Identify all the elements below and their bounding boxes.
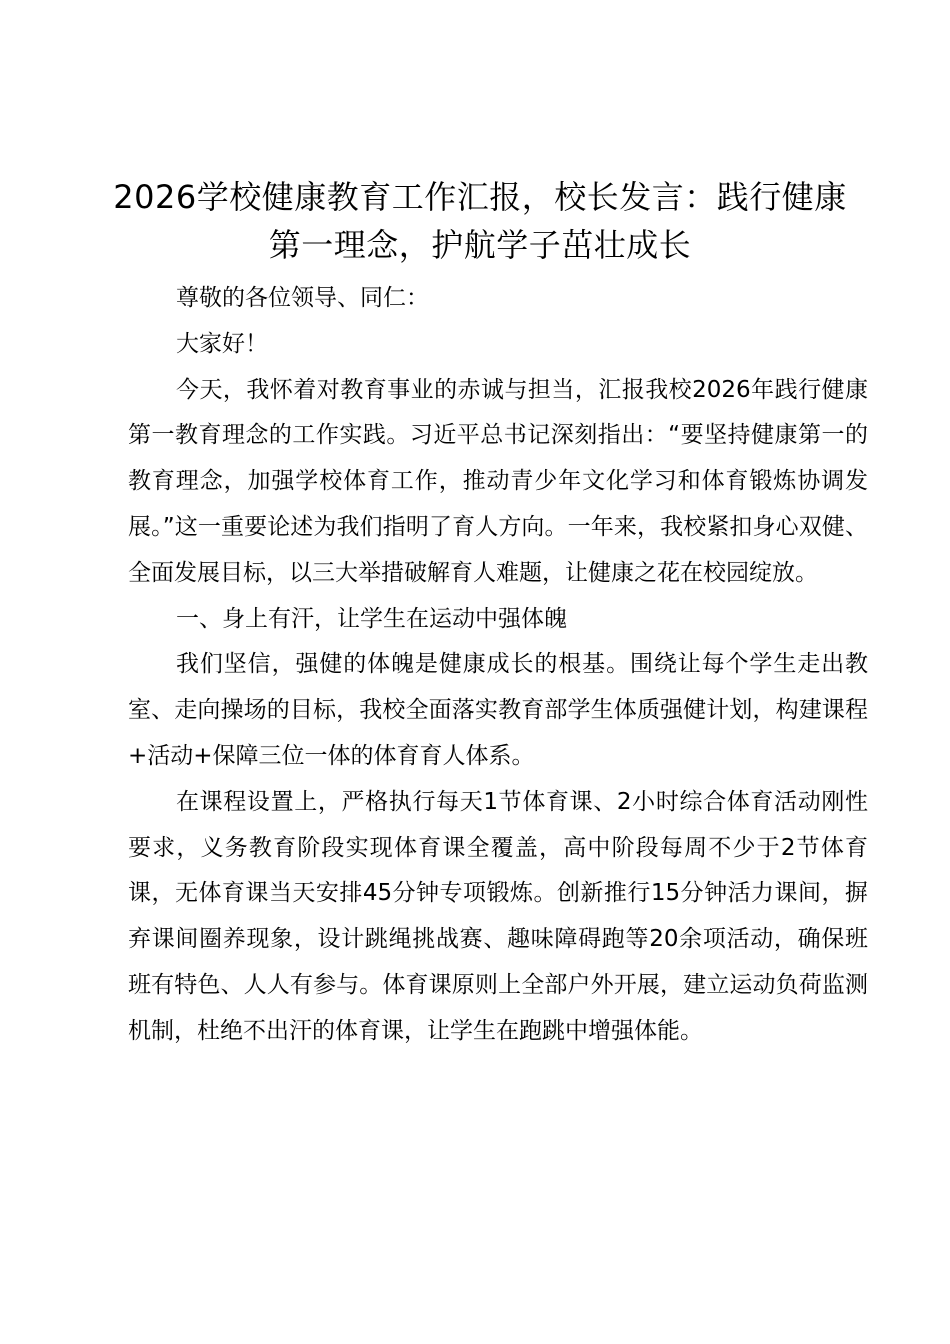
salutation: 尊敬的各位领导、同仁：: [176, 285, 429, 311]
section-heading-1: 一、身上有汗，让学生在运动中强体魄: [176, 605, 567, 632]
body-paragraph: 我们坚信，强健的体魄是健康成长的根基。围绕让每个学生走出教室、走向操场的目标，我校全面落实教育部学生体质强健计划，构建课程+活动+保障三位一体的体育育人体系。: [128, 651, 868, 769]
document-title: 2026学校健康教育工作汇报，校长发言：践行健康第一理念，护航学子茁壮成长: [113, 178, 847, 264]
body-paragraph: 在课程设置上，严格执行每天1节体育课、2小时综合体育活动刚性要求，义务教育阶段实现体育课全覆盖，高中阶段每周不少于2节体育课，无体育课当天安排45分钟专项锻炼。创新推行15分钟活力课间，摒弃课间圈养现象，设计跳绳挑战赛、趣味障碍跑等20余项活动，确保班班有特色、人人有参与。体育课原则上全部户外开展，建立运动负荷监测机制，杜绝不出汗的体育课，让学生在跑跳中增强体能。: [128, 788, 868, 1044]
document-body: [128, 276, 868, 1055]
greeting: 大家好！: [176, 330, 268, 357]
intro-paragraph: 今天，我怀着对教育事业的赤诚与担当，汇报我校2026年践行健康第一教育理念的工作实践。习近平总书记深刻指出：“要坚持健康第一的教育理念，加强学校体育工作，推动青少年文化学习和体育锻炼协调发展。”这一重要论述为我们指明了育人方向。一年来，我校紧扣身心双健、全面发展目标，以三大举措破解育人难题，让健康之花在校园绽放。: [128, 376, 868, 586]
